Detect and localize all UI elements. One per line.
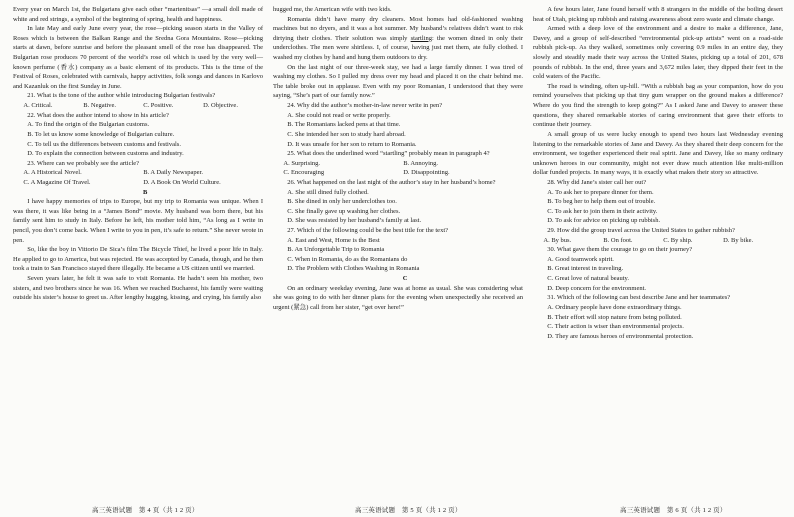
answer-option: B. She dined in only her underclothes too.	[287, 198, 397, 206]
answer-option: B. To let us know some knowledge of Bulgarian culture.	[27, 130, 175, 138]
question-stem: 25. What does the underlined word “startling” probably mean in paragraph 4?	[287, 150, 490, 158]
answer-option: A. To ask her to prepare dinner for them.	[547, 188, 654, 196]
answer-option: A. To find the origin of the Bulgarian customs.	[27, 121, 150, 129]
passage-paragraph: Armed with a deep love of the environment and a desire to make a difference, Jane, Davey, and a group of self-described “environmental pick-up artists” went on a road-side rubbish pick-up. As they walked, sometimes only covering 0.9 miles in an entire day, they slowly and steadily made their way across the United States, picking up a total of 201, 678 pounds of rubbish. In the end, three years and 3,672 miles later, they dipped their feet in the cold waters of the Pacific.	[533, 25, 783, 81]
answer-option: B. Their effort will stop nature from being polluted.	[547, 313, 682, 321]
answer-option: A. Surprising.	[283, 159, 321, 167]
answer-option: D. Disappointing.	[403, 169, 450, 177]
answer-option: D. The Problem with Clothes Washing in Romania	[287, 265, 420, 273]
answer-option: A. East and West, Home is the Best	[287, 236, 380, 244]
answer-option: D. To explain the connection between customs and industry.	[27, 150, 184, 158]
passage-paragraph: Romania didn’t have many dry cleaners. Most homes had old-fashioned washing machines but no dryers, and it was a hot summer. My husband’s relatives didn’t want to risk dirtying their clothes. Their solution was simply startling: the women dined in only their underclothes. The men were shirtless. I, of course, having just met them, ate fully clothed. I washed my clothes by hand and hung them outdoors to dry.	[273, 15, 523, 62]
answer-option: C. She intended her son to study hard abroad.	[287, 130, 406, 138]
answer-option: B. An Unforgettable Trip to Romania	[287, 246, 385, 254]
answer-option: B. To beg her to help them out of trouble.	[547, 198, 656, 206]
answer-option: C. Encouraging	[283, 169, 325, 177]
answer-option: B. Negative.	[83, 102, 116, 110]
answer-option: C. A Magazine Of Travel.	[23, 178, 91, 186]
answer-option: A. She still dined fully clothed.	[287, 188, 369, 196]
answer-option: D. They are famous heroes of environmental protection.	[547, 332, 694, 340]
column-middle	[268, 5, 528, 501]
answer-option-row	[23, 178, 263, 188]
answer-option: A. Ordinary people have done extraordinary things.	[547, 303, 682, 311]
answer-option: A. A Historical Novel.	[23, 169, 82, 177]
section-heading: C	[402, 275, 408, 283]
answer-option: C. Positive.	[143, 102, 174, 110]
passage-paragraph: A small group of us were lucky enough to spend two hours last Wednesday evening listening to the remarkable stories of Jane and Davey. As they shared their deep concern for the environment, we together experienced their real spirit. Jane and Davey, like so many ordinary unknown heroes in our community, might not ever draw much attention like multi-million dollar funded projects. In many ways, it is exactly what makes their story so attractive.	[533, 130, 783, 177]
question-stem: 30. What gave them the courage to go on their journey?	[547, 246, 693, 254]
answer-option: A. Critical.	[23, 102, 53, 110]
answer-option: C. By ship.	[663, 236, 693, 244]
answer-option: A. Good teamwork spirit.	[547, 255, 614, 263]
answer-option-row	[283, 159, 523, 169]
passage-paragraph: I have happy memories of trips to Europe, but my trip to Romania was unique. When I was there, it was like being in a “James Bond” movie. My husband was born there, but his family sent him to study in Italy. Before he left, his mother told him, “As long as I write in pencil, you don’t come back. When I write to you in pen, it’s safe to return.” She never wrote in pen.	[13, 198, 263, 244]
answer-option: D. A Book On World Culture.	[143, 178, 221, 186]
passage-paragraph: Seven years later, he felt it was safe to visit Romania. He hadn’t seen his mother, two sisters, and two brothers since he was 16. When we reached Bucharest, his family were waiting outside his sister’s house to greet us. After lengthy hugging, kissing, and crying, his family also	[13, 275, 263, 302]
passage-paragraph: On an ordinary weekday evening, Jane was at home as usual. She was considering what she was going to do with her dinner plans for the evening when unexpectedly she received an urgent (紧急) call from her sister, “get over here!”	[273, 284, 523, 311]
page-footer-5: 高三英语试题 第 5 页（共 1 2 页）	[355, 507, 462, 514]
answer-option: B. On foot.	[603, 236, 633, 244]
page-footer-6: 高三英语试题 第 6 页（共 1 2 页）	[620, 507, 727, 514]
passage-paragraph: On the last night of our three-week stay, we had a large family dinner. I was tired of washing my clothes. So I pulled my dress over my head and placed it on the chair behind me. The table broke out in applause. Even with my poor Romanian, I understood that they were saying, “She’s part of our family now.”	[273, 63, 523, 100]
answer-option-row	[23, 168, 263, 178]
answer-option-row	[23, 101, 263, 111]
answer-option: B. Annoying.	[403, 159, 439, 167]
passage-paragraph: Every year on March 1st, the Bulgarians give each other “martenitsas” —a small doll made of white and red strings, a symbol of the beginning of spring, health and happiness.	[13, 6, 263, 23]
question-stem: 29. How did the group travel across the United States to gather rubbish?	[547, 227, 735, 235]
question-stem: 28. Why did Jane’s sister call her out?	[547, 178, 647, 186]
column-left	[8, 5, 268, 501]
answer-option: D. She was resisted by her husband’s family at last.	[287, 217, 422, 225]
answer-option: A. She could not read or write properly.	[287, 111, 391, 119]
passage-paragraph: In late May and early June every year, the rose—picking season starts in the Valley of Roses which is between the Balkan Range and the Sredna Gora Mountains. Rose—picking starts at dawn, before sunrise and before the pleasant smell of the rose has disappeared. The Bulgarian rose produces 70 percent of the world’s rose oil which is used by the very well—known perfume (香水) company as a basic element of its products. This is the time of the Festival of Roses, celebrated with carnivals, happy activities, folk songs and dances in Karlovo and Kazanluk on the first Sunday in June.	[13, 25, 263, 90]
section-heading: B	[142, 188, 148, 196]
passage-paragraph: So, like the boy in Vittorio De Sica’s film The Bicycle Thief, he lived a poor life in Italy. He applied to go to America, but was rejected. He was accepted by Canada, though, and he then took a train to San Francisco stayed there illegally. He became a US citizen until we married.	[13, 246, 263, 273]
answer-option: A. By bus.	[543, 236, 572, 244]
answer-option: C. Their action is wiser than environmental projects.	[547, 323, 684, 331]
question-stem: 24. Why did the author’s mother-in-law never write in pen?	[287, 102, 443, 110]
answer-option: D. By bike.	[723, 236, 754, 244]
question-stem: 27. Which of the following could be the best title for the text?	[287, 227, 449, 235]
question-stem: 23. Where can we probably see the article?	[27, 159, 140, 167]
answer-option-row	[543, 236, 783, 246]
answer-option: D. To ask for advice on picking up rubbish.	[547, 217, 661, 225]
answer-option: B. A Daily Newspaper.	[143, 169, 203, 177]
answer-option: C. To ask her to join them in their activity.	[547, 207, 658, 215]
question-stem: 26. What happened on the last night of the author’s stay in her husband’s home?	[287, 178, 496, 186]
passage-paragraph: The road is winding, often up-hill. “With a rubbish bag as your companion, how do you remind yourselves that picking up that tiny gum wrapper on the ground makes a difference? Where do you find the strength to keep going?” As I asked Jane and Davey to answer these questions, they shared remarkable stories of caring environment that gave their efforts to continue their journey.	[533, 82, 783, 129]
answer-option: C. She finally gave up washing her clothes.	[287, 207, 401, 215]
passage-paragraph: A few hours later, Jane found herself with 8 strangers in the middle of the boiling desert heat of Utah, picking up rubbish and raising awareness about zero waste and climate change.	[533, 6, 783, 23]
answer-option: C. When in Romania, do as the Romanians do	[287, 255, 408, 263]
answer-option: D. Objective.	[203, 102, 238, 110]
answer-option: D. It was unsafe for her son to return to Romania.	[287, 140, 417, 148]
answer-option: D. Deep concern for the environment.	[547, 284, 647, 292]
answer-option: C. Great love of natural beauty.	[547, 275, 629, 283]
answer-option: C. To tell us the differences between customs and festivals.	[27, 140, 181, 148]
question-stem: 22. What does the author intend to show in his article?	[27, 111, 169, 119]
passage-paragraph: hugged me, the American wife with two kids.	[273, 6, 392, 13]
column-right	[528, 5, 788, 501]
page-footer-4: 高三英语试题 第 4 页（共 1 2 页）	[92, 507, 199, 514]
answer-option: B. Great interest in traveling.	[547, 265, 624, 273]
answer-option: B. The Romanians lacked pens at that time.	[287, 121, 401, 129]
question-stem: 31. Which of the following can best describe Jane and her teammates?	[547, 294, 731, 302]
question-stem: 21. What is the tone of the author while introducing Bulgarian festivals?	[27, 92, 216, 100]
answer-option-row	[283, 168, 523, 178]
